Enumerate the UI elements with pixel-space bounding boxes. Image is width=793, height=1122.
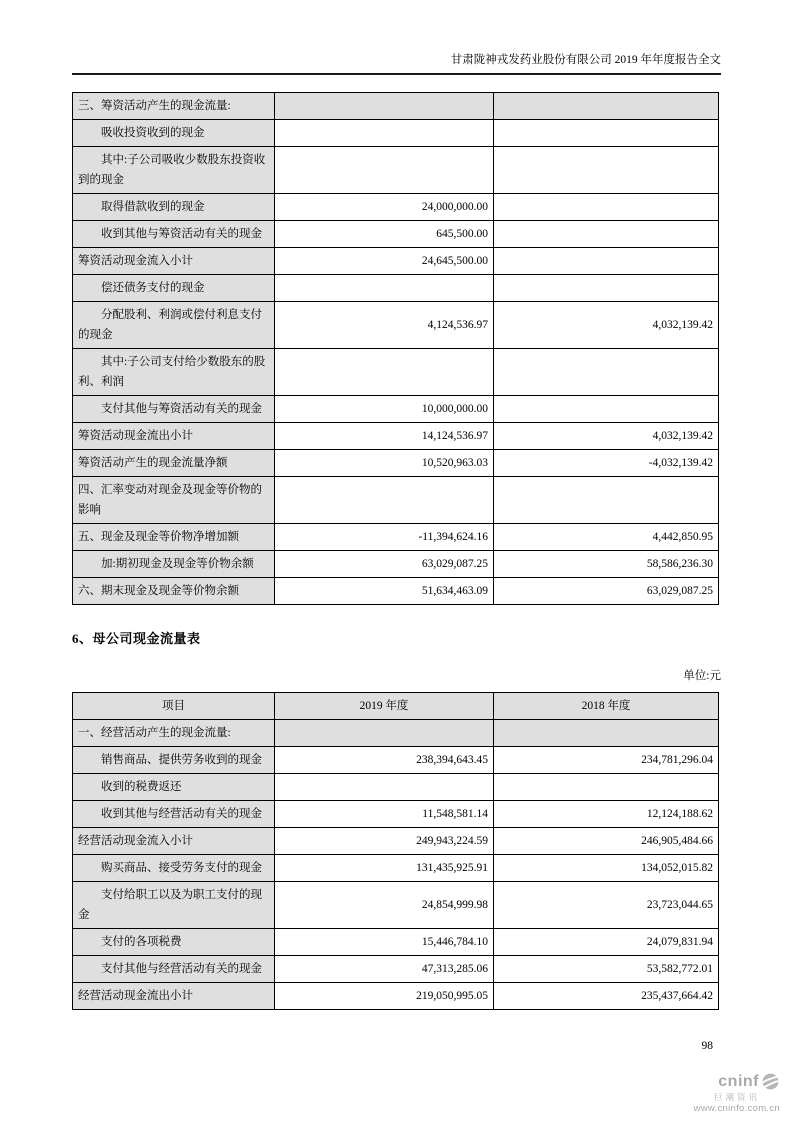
row-label-cell: 三、筹资活动产生的现金流量: (73, 93, 275, 120)
value-2018-cell: 58,586,236.30 (494, 551, 719, 578)
row-label-cell: 经营活动现金流入小计 (73, 828, 275, 855)
table-row (73, 423, 719, 450)
table-row (73, 302, 719, 349)
value-2018-cell (494, 93, 719, 120)
row-label-cell: 收到的税费返还 (73, 774, 275, 801)
page-header-title: 甘肃陇神戎发药业股份有限公司 2019 年年度报告全文 (450, 54, 721, 66)
table-row (73, 147, 719, 194)
row-label-cell: 分配股利、利润或偿付利息支付的现金 (73, 302, 275, 349)
value-2019-cell (275, 93, 494, 120)
row-label-cell: 销售商品、提供劳务收到的现金 (73, 747, 275, 774)
value-2019-cell (275, 774, 494, 801)
value-2019-cell: 249,943,224.59 (275, 828, 494, 855)
value-2018-cell: 4,032,139.42 (494, 302, 719, 349)
table-row (73, 801, 719, 828)
table-row (73, 396, 719, 423)
row-label-cell: 吸收投资收到的现金 (73, 120, 275, 147)
value-2018-cell (494, 275, 719, 302)
row-label-cell: 一、经营活动产生的现金流量: (73, 720, 275, 747)
row-label-cell: 加:期初现金及现金等价物余额 (73, 551, 275, 578)
value-2018-cell (494, 248, 719, 275)
table-row (73, 524, 719, 551)
row-label-cell: 筹资活动产生的现金流量净额 (73, 450, 275, 477)
value-2019-cell (275, 275, 494, 302)
cninfo-url: www.cninfo.com.cn (693, 1102, 780, 1114)
value-2018-cell (494, 396, 719, 423)
row-label-cell: 筹资活动现金流入小计 (73, 248, 275, 275)
value-2018-cell (494, 147, 719, 194)
header-cell: 项目 (73, 693, 275, 720)
parent-company-cashflow-table (72, 692, 719, 1010)
table-row (73, 349, 719, 396)
value-2019-cell: 10,520,963.03 (275, 450, 494, 477)
row-label-cell: 购买商品、接受劳务支付的现金 (73, 855, 275, 882)
value-2019-cell: 11,548,581.14 (275, 801, 494, 828)
value-2018-cell: 235,437,664.42 (494, 983, 719, 1010)
table2-body (73, 720, 719, 1010)
value-2018-cell: -4,032,139.42 (494, 450, 719, 477)
table-row (73, 855, 719, 882)
value-2019-cell (275, 349, 494, 396)
row-label-cell: 经营活动现金流出小计 (73, 983, 275, 1010)
consolidated-cashflow-table-continued (72, 92, 719, 605)
table-row (73, 221, 719, 248)
row-label-cell: 偿还债务支付的现金 (73, 275, 275, 302)
value-2019-cell: 24,645,500.00 (275, 248, 494, 275)
header-cell: 2019 年度 (275, 693, 494, 720)
table-row (73, 747, 719, 774)
table-row (73, 929, 719, 956)
table-row (73, 120, 719, 147)
value-2018-cell: 24,079,831.94 (494, 929, 719, 956)
value-2018-cell: 63,029,087.25 (494, 578, 719, 605)
value-2018-cell: 53,582,772.01 (494, 956, 719, 983)
value-2018-cell (494, 349, 719, 396)
table1-body (73, 93, 719, 605)
value-2019-cell: 131,435,925.91 (275, 855, 494, 882)
value-2018-cell (494, 221, 719, 248)
row-label-cell: 取得借款收到的现金 (73, 194, 275, 221)
value-2019-cell: 10,000,000.00 (275, 396, 494, 423)
table-row (73, 194, 719, 221)
table-row (73, 551, 719, 578)
value-2018-cell: 12,124,188.62 (494, 801, 719, 828)
table2-head (73, 693, 719, 720)
value-2018-cell (494, 120, 719, 147)
cninfo-brand-text: cninf (718, 1072, 759, 1090)
table-row (73, 956, 719, 983)
header-divider (72, 73, 721, 75)
value-2019-cell: 15,446,784.10 (275, 929, 494, 956)
value-2019-cell: 51,634,463.09 (275, 578, 494, 605)
value-2019-cell: 14,124,536.97 (275, 423, 494, 450)
value-2019-cell (275, 720, 494, 747)
value-2018-cell (494, 477, 719, 524)
value-2018-cell (494, 774, 719, 801)
row-label-cell: 收到其他与经营活动有关的现金 (73, 801, 275, 828)
unit-label: 单位:元 (683, 670, 721, 682)
value-2018-cell: 23,723,044.65 (494, 882, 719, 929)
table-row (73, 828, 719, 855)
value-2019-cell: 4,124,536.97 (275, 302, 494, 349)
table-row (73, 248, 719, 275)
table-row (73, 450, 719, 477)
row-label-cell: 六、期末现金及现金等价物余额 (73, 578, 275, 605)
page-number: 98 (701, 1040, 713, 1052)
table-row (73, 983, 719, 1010)
value-2018-cell (494, 720, 719, 747)
row-label-cell: 支付其他与筹资活动有关的现金 (73, 396, 275, 423)
row-label-cell: 收到其他与筹资活动有关的现金 (73, 221, 275, 248)
row-label-cell: 筹资活动现金流出小计 (73, 423, 275, 450)
value-2019-cell: 219,050,995.05 (275, 983, 494, 1010)
row-label-cell: 支付其他与经营活动有关的现金 (73, 956, 275, 983)
header-cell: 2018 年度 (494, 693, 719, 720)
row-label-cell: 其中:子公司支付给少数股东的股利、利润 (73, 349, 275, 396)
value-2019-cell: -11,394,624.16 (275, 524, 494, 551)
table-row (73, 578, 719, 605)
value-2019-cell: 63,029,087.25 (275, 551, 494, 578)
value-2019-cell: 24,854,999.98 (275, 882, 494, 929)
table-row (73, 275, 719, 302)
value-2019-cell: 24,000,000.00 (275, 194, 494, 221)
table-row (73, 882, 719, 929)
cninfo-chinese-name: 巨潮资讯 (713, 1092, 760, 1102)
value-2019-cell (275, 477, 494, 524)
value-2019-cell (275, 147, 494, 194)
cninfo-logo (694, 1072, 780, 1113)
cninfo-globe-icon (761, 1072, 780, 1091)
value-2018-cell: 4,442,850.95 (494, 524, 719, 551)
value-2019-cell: 238,394,643.45 (275, 747, 494, 774)
header-row (73, 693, 719, 720)
value-2018-cell (494, 194, 719, 221)
value-2018-cell: 234,781,296.04 (494, 747, 719, 774)
value-2019-cell: 47,313,285.06 (275, 956, 494, 983)
cninfo-brand-row (694, 1072, 780, 1091)
value-2018-cell: 246,905,484.66 (494, 828, 719, 855)
row-label-cell: 支付的各项税费 (73, 929, 275, 956)
table-row (73, 774, 719, 801)
table-row (73, 477, 719, 524)
value-2018-cell: 4,032,139.42 (494, 423, 719, 450)
row-label-cell: 支付给职工以及为职工支付的现金 (73, 882, 275, 929)
value-2019-cell: 645,500.00 (275, 221, 494, 248)
table-row (73, 720, 719, 747)
value-2018-cell: 134,052,015.82 (494, 855, 719, 882)
section-title: 6、母公司现金流量表 (72, 631, 201, 646)
row-label-cell: 五、现金及现金等价物净增加额 (73, 524, 275, 551)
row-label-cell: 四、汇率变动对现金及现金等价物的影响 (73, 477, 275, 524)
table-row (73, 93, 719, 120)
row-label-cell: 其中:子公司吸收少数股东投资收到的现金 (73, 147, 275, 194)
value-2019-cell (275, 120, 494, 147)
